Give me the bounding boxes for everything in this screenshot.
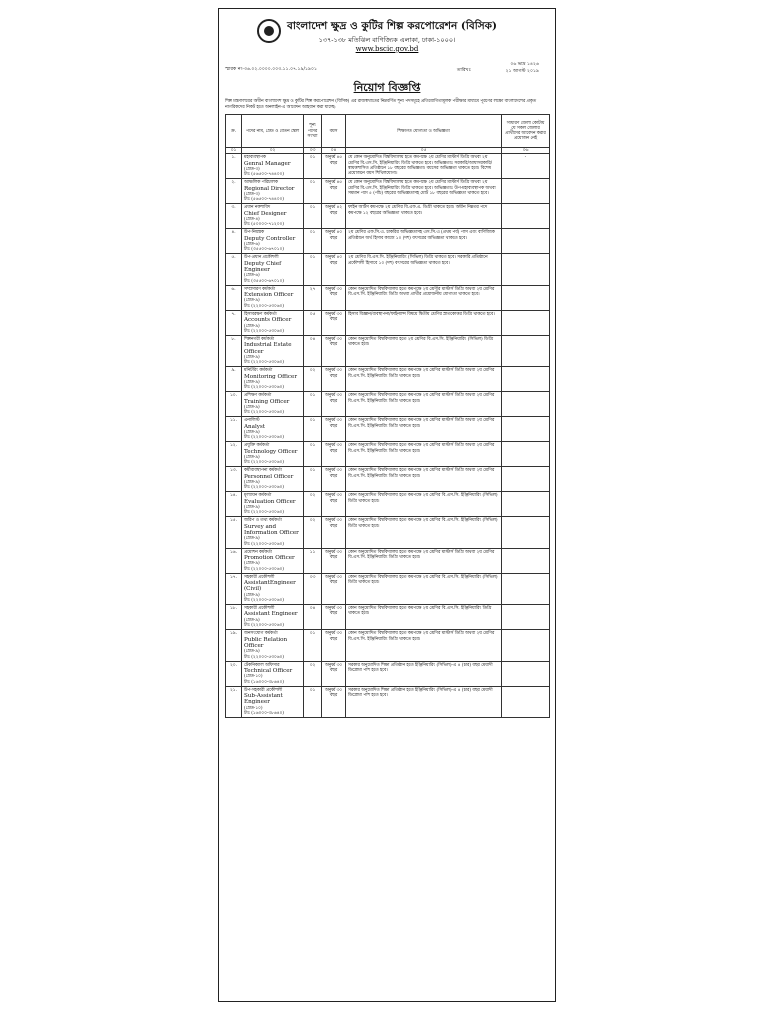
quota-cell — [502, 605, 550, 630]
quota-cell — [502, 229, 550, 254]
vacancy-count-cell: ০১ — [304, 204, 322, 229]
serial-cell: ১. — [226, 154, 242, 179]
table-row — [226, 630, 550, 661]
table-row — [226, 492, 550, 517]
quota-cell — [502, 661, 550, 686]
post-name-bangla: জরিপ ও তথ্য কর্মকর্তা — [244, 518, 282, 524]
pay-scale: টাঃ (২২০০০-৫৩০৬০) — [244, 654, 284, 660]
post-cell — [242, 367, 304, 392]
quota-cell — [502, 310, 550, 335]
post-grade: (গ্রেড-৯) — [244, 404, 260, 410]
pay-scale: টাঃ (২২০০০-৫৩০৬০) — [244, 510, 284, 516]
job-notice-document — [218, 8, 556, 1002]
post-cell — [242, 467, 304, 492]
table-row — [226, 573, 550, 604]
post-grade: (গ্রেড-৯) — [244, 505, 260, 511]
quota-cell — [502, 467, 550, 492]
post-grade: (গ্রেড-৯) — [244, 323, 260, 329]
post-cell — [242, 573, 304, 604]
vacancy-count-cell: ২৭ — [304, 285, 322, 310]
serial-cell: ৭. — [226, 310, 242, 335]
post-name-bangla: মনিটরিং কর্মকর্তা — [244, 368, 273, 374]
post-grade: (গ্রেড-৯) — [244, 617, 260, 623]
post-name-english: Deputy Chief Engineer — [244, 260, 282, 274]
post-grade: (গ্রেড-৬) — [244, 242, 260, 248]
age-limit-cell: অনুর্ধ্ব ৩০ বছর — [322, 442, 346, 467]
pay-scale: টাঃ (২২০০০-৫৩০৬০) — [244, 485, 284, 491]
table-row — [226, 310, 550, 335]
age-limit-cell: অনুর্ধ্ব ৩০ বছর — [322, 335, 346, 366]
post-name-bangla: সহকারী প্রকৌশলী — [244, 606, 275, 612]
serial-cell: ১৪. — [226, 492, 242, 517]
vacancy-count-cell: ০১ — [304, 686, 322, 717]
table-row — [226, 254, 550, 285]
post-name-english: Promotion Officer — [244, 555, 295, 562]
post-name-english: Regional Director — [244, 185, 295, 192]
qualification-cell: ২য় শ্রেণির এফ.সি.এ. চাকরির অভিজ্ঞতাসহ এস.সি.এ (প্রথম পর্ব) পাস এবং বাণিজ্যিক প্রতিষ্ঠানে অর্থ হিসাব কাজে ১০ (দশ) বৎসরের অভিজ্ঞতা থাকতে হবে। — [346, 229, 502, 254]
age-limit-cell: অনুর্ধ্ব ৩০ বছর — [322, 630, 346, 661]
pay-scale: টাঃ (৫০০০০-৭১২০০) — [244, 222, 284, 228]
post-name-english: Analyst — [244, 423, 266, 430]
notice-title: নিয়োগ বিজ্ঞপ্তি — [353, 81, 421, 94]
post-grade: (গ্রেড-১০) — [244, 705, 263, 711]
post-cell — [242, 335, 304, 366]
table-row — [226, 335, 550, 366]
qualification-cell: কোন অনুমোদিত বিশ্ববিদ্যালয় হতে কমপক্ষে ২য় শ্রেণির বি.এস.সি. ইঞ্জিনিয়ারিং (সিভিল) ডিগ্রি থাকতে হবে। — [346, 517, 502, 548]
vacancy-count-cell: ০২ — [304, 517, 322, 548]
post-name-bangla: মূল্যায়ন কর্মকর্তা — [244, 493, 272, 499]
post-grade: (গ্রেড-৯) — [244, 480, 260, 485]
post-name-bangla: টেকনিক্যাল অফিসার — [244, 662, 280, 668]
document-header — [219, 9, 555, 99]
post-cell — [242, 442, 304, 467]
age-limit-cell: অনুর্ধ্ব ৪৫ বছর — [322, 154, 346, 179]
table-row — [226, 661, 550, 686]
age-limit-cell: অনুর্ধ্ব ৩০ বছর — [322, 573, 346, 604]
table-header-row — [226, 115, 550, 148]
header-count: শূন্য পদের সংখ্যা — [304, 115, 322, 148]
vacancy-count-cell: ০১ — [304, 254, 322, 285]
pay-scale: টাঃ (১৬০০০-৩৮৬৪০) — [244, 679, 284, 685]
serial-cell: ১৭. — [226, 573, 242, 604]
post-grade: (গ্রেড-৩) — [244, 167, 260, 172]
qualification-cell: কোন অনুমোদিত বিশ্ববিদ্যালয় হতে কমপক্ষে ২য় শ্রেণির মাস্টার্স ডিগ্রি অথবা ২য় শ্রেণির বি.এস.সি. ইঞ্জিনিয়ারিং ডিগ্রি থাকতে হবে। — [346, 630, 502, 661]
serial-cell: ১৮. — [226, 605, 242, 630]
age-limit-cell: অনুর্ধ্ব ৩০ বছর — [322, 392, 346, 417]
post-name-english: Evaluation Officer — [244, 498, 296, 505]
pay-scale: টাঃ (২২০০০-৫৩০৬০) — [244, 460, 284, 466]
col-number: ০৬ — [502, 148, 550, 154]
vacancy-rows — [226, 154, 550, 718]
post-name-english: Survey and Information Officer — [244, 523, 299, 537]
post-grade: (গ্রেড-৩) — [244, 192, 260, 198]
qualification-cell: কোন অনুমোদিত বিশ্ববিদ্যালয় হতে কমপক্ষে ২য় শ্রেণির বি.এস.সি. ইঞ্জিনিয়ারিং (সিভিল) ডিগ্রি থাকতে হবে। — [346, 492, 502, 517]
qualification-cell: কোন অনুমোদিত বিশ্ববিদ্যালয় হতে কমপক্ষে ২য় শ্রেণির মাস্টার্স ডিগ্রি অথবা ২য় শ্রেণির বি.এস.সি. ইঞ্জিনিয়ারিং ডিগ্রি থাকতে হবে। — [346, 467, 502, 492]
age-limit-cell: অনুর্ধ্ব ৪০ বছর — [322, 229, 346, 254]
post-name-bangla: সম্প্রসারণ কর্মকর্তা — [244, 286, 275, 292]
vacancy-count-cell: ০১ — [304, 154, 322, 179]
post-cell — [242, 661, 304, 686]
table-row — [226, 442, 550, 467]
quota-cell — [502, 204, 550, 229]
post-name-bangla: প্রধান নকশাবিদ — [244, 205, 271, 211]
quota-cell — [502, 179, 550, 204]
serial-cell: ১২. — [226, 442, 242, 467]
vacancy-count-cell: ০৩ — [304, 573, 322, 604]
serial-cell: ২০. — [226, 661, 242, 686]
post-name-english: Deputy Controller — [244, 235, 296, 242]
qualification-cell: যে কোন অনুমোদিত বিশ্ববিদ্যালয় হতে কমপক্ষে ২য় শ্রেণির মাস্টার্স ডিগ্রি অথবা ২য় শ্রেণির বি.এস.সি. ইঞ্জিনিয়ারিং ডিগ্রি থাকতে হবে। অভিজ্ঞতাঃ সরকারি/আধাসরকারি/স্বায়ত্তশাসিত প্রতিষ্ঠানে ১৮ বছরের অভিজ্ঞতা। বয়সের অভিজ্ঞতা থাকতে হবে। বিশেষ প্রয়োজনে বয়স শিথিলযোগ্য। — [346, 154, 502, 179]
post-cell — [242, 548, 304, 573]
organization-address: ১৩৭-১৩৮ মতিঝিল বাণিজ্যিক এলাকা, ঢাকা-১০০০। — [318, 36, 456, 44]
table-row — [226, 285, 550, 310]
age-limit-cell: অনুর্ধ্ব ৪০ বছর — [322, 254, 346, 285]
vacancy-count-cell: ০১ — [304, 229, 322, 254]
table-row — [226, 467, 550, 492]
qualification-cell: কোন অনুমোদিত বিশ্ববিদ্যালয় হতে কমপক্ষে ২য় শ্রেণির বি.এস.সি. ইঞ্জিনিয়ারিং ডিগ্রি থাকতে হবে। — [346, 605, 502, 630]
vacancy-count-cell: ০১ — [304, 467, 322, 492]
table-row — [226, 605, 550, 630]
pay-scale: টাঃ (২২০০০-৫৩০৬০) — [244, 598, 284, 604]
post-cell — [242, 630, 304, 661]
post-cell — [242, 492, 304, 517]
age-limit-cell: অনুর্ধ্ব ৩০ বছর — [322, 417, 346, 442]
pay-scale: টাঃ (২২০০০-৫৩০৬০) — [244, 541, 284, 547]
vacancy-count-cell: ০২ — [304, 367, 322, 392]
header-serial: ক্র. — [226, 115, 242, 148]
post-cell — [242, 179, 304, 204]
qualification-cell: কোন অনুমোদিত বিশ্ববিদ্যালয় হতে কমপক্ষে ২য় শ্রেণির মাস্টার্স ডিগ্রি অথবা ২য় শ্রেণির বি.এস.সি. ইঞ্জিনিয়ারিং ডিগ্রি থাকতে হবে। — [346, 548, 502, 573]
post-name-english: Assistant Engineer — [244, 611, 298, 618]
post-cell — [242, 154, 304, 179]
vacancy-count-cell: ০১ — [304, 417, 322, 442]
post-name-english: Genral Manager — [244, 160, 291, 167]
serial-cell: ৪. — [226, 229, 242, 254]
qualification-cell: কোন অনুমোদিত বিশ্ববিদ্যালয় হতে কমপক্ষে ২য় শ্রেণির মাস্টার্স ডিগ্রি অথবা ২য় শ্রেণির বি.এস.সি. ইঞ্জিনিয়ারিং ডিগ্রি থাকতে হবে। — [346, 442, 502, 467]
pay-scale: টাঃ (২২০০০-৫৩০৬০) — [244, 623, 284, 629]
serial-cell: ১১. — [226, 417, 242, 442]
table-row — [226, 417, 550, 442]
pay-scale: টাঃ (২২০০০-৫৩০৬০) — [244, 566, 284, 572]
col-number: ০৩ — [304, 148, 322, 154]
post-grade: (গ্রেড-৯) — [244, 379, 260, 385]
quota-cell — [502, 442, 550, 467]
post-name-english: Sub-Assistant Engineer — [244, 692, 283, 706]
serial-cell: ২১. — [226, 686, 242, 717]
post-name-english: Personnel Officer — [244, 473, 294, 480]
serial-cell: ১৩. — [226, 467, 242, 492]
serial-cell: ১৯. — [226, 630, 242, 661]
post-grade: (গ্রেড-৯) — [244, 561, 260, 567]
vacancy-count-cell: ০১ — [304, 630, 322, 661]
pay-scale: টাঃ (২২০০০-৫৩০৬০) — [244, 303, 284, 309]
vacancy-count-cell: ০১ — [304, 179, 322, 204]
post-name-english: Technical Officer — [244, 667, 293, 674]
organization-name: বাংলাদেশ ক্ষুদ্র ও কুটির শিল্প করপোরেশন (বিসিক) — [287, 20, 497, 32]
post-cell — [242, 254, 304, 285]
age-limit-cell: অনুর্ধ্ব ৪২ বছর — [322, 204, 346, 229]
qualification-cell: সরকার অনুমোদিত শিক্ষা প্রতিষ্ঠান হতে ইঞ্জিনিয়ারিং (সিভিল)-এ ৪ (চার) বছর মেয়াদী ডিপ্লোমা পাশ হতে হবে। — [346, 661, 502, 686]
pay-scale: টাঃ (২২০০০-৫৩০৬০) — [244, 328, 284, 334]
date-label: তারিখঃ — [456, 68, 471, 73]
table-row — [226, 686, 550, 717]
pay-scale: টাঃ (২২০০০-৫৩০৬০) — [244, 410, 284, 416]
post-grade: (গ্রেড-৯) — [244, 298, 260, 304]
post-grade: (গ্রেড-৬) — [244, 273, 260, 279]
qualification-cell: কোন অনুমোদিত বিশ্ববিদ্যালয় হতে কমপক্ষে ২য় শ্রেণির বি.এস.সি. ইঞ্জিনিয়ারিং (সিভিল) ডিগ্রি থাকতে হবে। — [346, 573, 502, 604]
vacancy-count-cell: ০২ — [304, 661, 322, 686]
table-row — [226, 517, 550, 548]
col-number: ০১ — [226, 148, 242, 154]
post-name-english: Accounts Officer — [244, 317, 292, 324]
pay-scale: টাঃ (২২০০০-৫৩০৬০) — [244, 360, 284, 366]
quota-cell — [502, 686, 550, 717]
post-grade: (গ্রেড-৯) — [244, 649, 260, 655]
post-grade: (গ্রেড-৯) — [244, 454, 260, 460]
post-cell — [242, 686, 304, 717]
pay-scale: টাঃ (৩৫৫০০-৬৭০১০) — [244, 247, 284, 253]
header-qualification: শিক্ষাগত যোগ্যতা ও অভিজ্ঞতা — [346, 115, 502, 148]
website-link[interactable]: www.bscic.gov.bd — [355, 45, 419, 53]
serial-cell: ৯. — [226, 367, 242, 392]
post-cell — [242, 229, 304, 254]
serial-cell: ৬. — [226, 285, 242, 310]
age-limit-cell: অনুর্ধ্ব ৩০ বছর — [322, 548, 346, 573]
post-name-english: Chief Designer — [244, 210, 287, 217]
vacancy-table — [225, 114, 550, 718]
qualification-cell: কোন অনুমোদিত বিশ্ববিদ্যালয় হতে ২য় শ্রেণির বি.এস.সি. ইঞ্জিনিয়ারিং (সিভিল) ডিগ্রি থাকতে হবে। — [346, 335, 502, 366]
post-name-bangla: কর্মীব্যবস্থাপনা কর্মকর্তা — [244, 468, 282, 474]
age-limit-cell: অনুর্ধ্ব ৩০ বছর — [322, 367, 346, 392]
serial-cell: ১৫. — [226, 517, 242, 548]
vacancy-count-cell: ০২ — [304, 492, 322, 517]
quota-cell — [502, 367, 550, 392]
vacancy-count-cell: ০৪ — [304, 605, 322, 630]
table-row — [226, 548, 550, 573]
post-cell — [242, 605, 304, 630]
header-quota: সাধারণ জেলা কোটায় যে সকল জেলার প্রার্থীদের আবেদন করার প্রয়োজন নেই — [502, 115, 550, 148]
post-name-bangla: শিল্পনগরী কর্মকর্তা — [244, 336, 275, 342]
post-name-bangla: প্রযুক্তি কর্মকর্তা — [244, 443, 270, 449]
quota-cell — [502, 492, 550, 517]
age-limit-cell: অনুর্ধ্ব ৪৫ বছর — [322, 179, 346, 204]
col-number: ০২ — [242, 148, 304, 154]
quota-cell — [502, 417, 550, 442]
serial-cell: ৩. — [226, 204, 242, 229]
age-limit-cell: অনুর্ধ্ব ৩০ বছর — [322, 517, 346, 548]
serial-cell: ১৬. — [226, 548, 242, 573]
pay-scale: টাঃ (২২০০০-৫৩০৬০) — [244, 435, 284, 441]
post-grade: (গ্রেড-১০) — [244, 674, 263, 680]
pay-scale: টাঃ (২২০০০-৫৩০৬০) — [244, 385, 284, 391]
header-post: পদের নাম, গ্রেড ও বেতন স্কেল — [242, 115, 304, 148]
quota-cell — [502, 517, 550, 548]
post-grade: (গ্রেড-৯) — [244, 592, 260, 598]
quota-cell — [502, 254, 550, 285]
quota-cell — [502, 335, 550, 366]
age-limit-cell: অনুর্ধ্ব ৩০ বছর — [322, 285, 346, 310]
serial-cell: ২. — [226, 179, 242, 204]
qualification-cell: কোন অনুমোদিত বিশ্ববিদ্যালয় হতে কমপক্ষে ২য় শ্রেণির মাস্টার্স ডিগ্রি অথবা ২য় শ্রেণির বি.এস.সি. ইঞ্জিনিয়ারিং ডিগ্রি থাকতে হবে। — [346, 392, 502, 417]
qualification-cell: কোন অনুমোদিত বিশ্ববিদ্যালয় হতে কমপক্ষে ২য় শ্রেণির মাস্টার্স ডিগ্রি অথবা ২য় শ্রেণির বি.এস.সি. ইঞ্জিনিয়ারিং ডিগ্রি থাকতে হবে। — [346, 417, 502, 442]
post-name-english: Industrial Estate Officer — [244, 342, 292, 355]
intro-paragraph: শিল্প মন্ত্রণালয়ের অধীন বাংলাদেশ ক্ষুদ্র ও কুটির শিল্প করপোরেশন (বিসিক) এর রাজস্বখাতের নিম্নবর্ণিত শূন্য পদসমূহে প্রতিযোগিতামূলক পরীক্ষার মাধ্যমে পূরণের লক্ষ্যে বাংলাদেশের প্রকৃত নাগরিকদের নিকট হতে অনলাইন-এ আবেদন আহবান করা যাচ্ছে: — [225, 99, 536, 110]
age-limit-cell: অনুর্ধ্ব ৩০ বছর — [322, 686, 346, 717]
col-number: ০৪ — [322, 148, 346, 154]
post-grade: (গ্রেড-৯) — [244, 429, 260, 435]
qualification-cell: যে কোন অনুমোদিত বিশ্ববিদ্যালয় হতে কমপক্ষে ২য় শ্রেণির মাস্টার্স ডিগ্রি অথবা ২য় শ্রেণির বি.এস.সি. ইঞ্জিনিয়ারিং ডিগ্রি থাকতে হবে। অভিজ্ঞতাঃ উপ-মহাব্যবস্থাপক অথবা সমমান পদে ৫ (পাঁচ) বছরের অভিজ্ঞতাসহ মোট ১৮ বছরের অভিজ্ঞতা থাকতে হবে। — [346, 179, 502, 204]
date-block — [456, 61, 539, 75]
table-row — [226, 229, 550, 254]
post-name-bangla: প্রমোশন কর্মকর্তা — [244, 549, 272, 555]
post-name-bangla: সহকারী প্রকৌশলী — [244, 574, 275, 580]
qualification-cell: কোন অনুমোদিত বিশ্ববিদ্যালয় হতে কমপক্ষে ২য় শ্রেণির মাস্টার্স ডিগ্রি অথবা ২য় শ্রেণির বি.এস.সি. ইঞ্জিনিয়ারিং ডিগ্রি থাকতে হবে। — [346, 367, 502, 392]
post-name-bangla: হিসাবরক্ষণ কর্মকর্তা — [244, 311, 277, 317]
table-row — [226, 392, 550, 417]
age-limit-cell: অনুর্ধ্ব ৩০ বছর — [322, 661, 346, 686]
col-number: ০৫ — [346, 148, 502, 154]
post-grade: (গ্রেড-৯) — [244, 354, 260, 360]
quota-cell — [502, 392, 550, 417]
qualification-cell: কোন অনুমোদিত বিশ্ববিদ্যালয় হতে কমপক্ষে ২য় শ্রেণীর মাস্টার্স ডিগ্রি অথবা ২য় শ্রেণির বি.এস.সি. ইঞ্জিনিয়ারিং ডিগ্রি অথবা প্রার্থীর প্রয়োজনীয় যোগ্যতা থাকতে হবে। — [346, 285, 502, 310]
memo-number: স্মারক নং-৩৬.০২.০০০০.০০৩.১১.০৭.১৯/১৯০১ — [225, 67, 317, 72]
quota-cell — [502, 573, 550, 604]
date-bangla: ০৬ ভাদ্র ১৪২৬ — [510, 62, 539, 67]
pay-scale: টাঃ (৩৫৫০০-৬৭০১০) — [244, 278, 284, 284]
vacancy-count-cell: ০১ — [304, 442, 322, 467]
date-english: ২১ আগস্ট ২০১৯ — [505, 69, 539, 74]
age-limit-cell: অনুর্ধ্ব ৩০ বছর — [322, 605, 346, 630]
post-name-english: Monitoring Officer — [244, 373, 297, 380]
table-row — [226, 204, 550, 229]
age-limit-cell: অনুর্ধ্ব ৩০ বছর — [322, 492, 346, 517]
qualification-cell: হিসাব বিজ্ঞান/ব্যবস্থাপনা/ফাইন্যান্স বিষয়ে দ্বিতীয় শ্রেণির স্নাতকোত্তর ডিগ্রি থাকতে হবে। — [346, 310, 502, 335]
post-name-bangla: উপ-প্রধান প্রকৌশলী — [244, 255, 279, 261]
vacancy-count-cell: ০১ — [304, 392, 322, 417]
serial-cell: ৫. — [226, 254, 242, 285]
post-name-bangla: মহাব্যবস্থাপক — [244, 155, 266, 161]
post-name-english: Extension Officer — [244, 292, 294, 299]
post-name-bangla: উপ-সহকারী প্রকৌশলী — [244, 687, 283, 693]
post-cell — [242, 417, 304, 442]
post-cell — [242, 285, 304, 310]
vacancy-count-cell: ১১ — [304, 548, 322, 573]
post-name-english: Public Relation Officer — [244, 636, 288, 649]
post-cell — [242, 517, 304, 548]
post-cell — [242, 204, 304, 229]
post-name-english: Technology Officer — [244, 448, 298, 455]
post-grade: (গ্রেড-৪) — [244, 217, 260, 223]
age-limit-cell: অনুর্ধ্ব ৩০ বছর — [322, 467, 346, 492]
quota-cell — [502, 285, 550, 310]
age-limit-cell: অনুর্ধ্ব ৩০ বছর — [322, 310, 346, 335]
qualification-cell: ২য় শ্রেণির বি.এস.সি. ইঞ্জিনিয়ারিং (সিভিল) ডিগ্রি থাকতে হবে। সরকারি প্রতিষ্ঠানে প্রকৌশলী হিসাবে ১০ (দশ) বৎসরের অভিজ্ঞতা থাকতে হবে। — [346, 254, 502, 285]
vacancy-count-cell: ০৪ — [304, 335, 322, 366]
quota-cell: - — [502, 154, 550, 179]
table-row — [226, 367, 550, 392]
quota-cell — [502, 548, 550, 573]
post-name-bangla: প্রশিক্ষণ কর্মকর্তা — [244, 393, 272, 399]
post-cell — [242, 310, 304, 335]
post-name-bangla: এনালিস্ট — [244, 418, 260, 424]
pay-scale: টাঃ (৫৬৫০০-৭৪৪০০) — [244, 172, 284, 178]
pay-scale: টাঃ (৫৬৫০০-৭৪৪০০) — [244, 197, 284, 203]
post-grade: (গ্রেড-৯) — [244, 536, 260, 542]
post-name-english: AssistantEngineer (Civil) — [244, 580, 296, 593]
quota-cell — [502, 630, 550, 661]
post-name-bangla: আঞ্চলিক পরিচালক — [244, 180, 278, 186]
post-name-bangla: উপ-নিয়ন্ত্রক — [244, 230, 265, 236]
post-cell — [242, 392, 304, 417]
post-name-bangla: জনসংযোগ কর্মকর্তা — [244, 631, 278, 637]
serial-cell: ৮. — [226, 335, 242, 366]
vacancy-count-cell: ০৫ — [304, 310, 322, 335]
post-name-english: Training Officer — [244, 398, 290, 405]
table-row — [226, 179, 550, 204]
serial-cell: ১০. — [226, 392, 242, 417]
qualification-cell: সরকার অনুমোদিত শিক্ষা প্রতিষ্ঠান হতে ইঞ্জিনিয়ারিং (সিভিল)-এ ৪ (চার) বছর মেয়াদী ডিপ্লোমা পাশ হতে হবে। — [346, 686, 502, 717]
qualification-cell: ফাইন আর্টস কমপক্ষে ২য় শ্রেণির বি.এফ.এ. ডিগ্রী থাকতে হবে। অধীন নিম্নতর পদে কমপক্ষে ১২ বছরের অভিজ্ঞতা থাকতে হবে। — [346, 204, 502, 229]
header-age: বয়স — [322, 115, 346, 148]
pay-scale: টাঃ (১৬০০০-৩৮৬৪০) — [244, 710, 284, 716]
table-row — [226, 154, 550, 179]
